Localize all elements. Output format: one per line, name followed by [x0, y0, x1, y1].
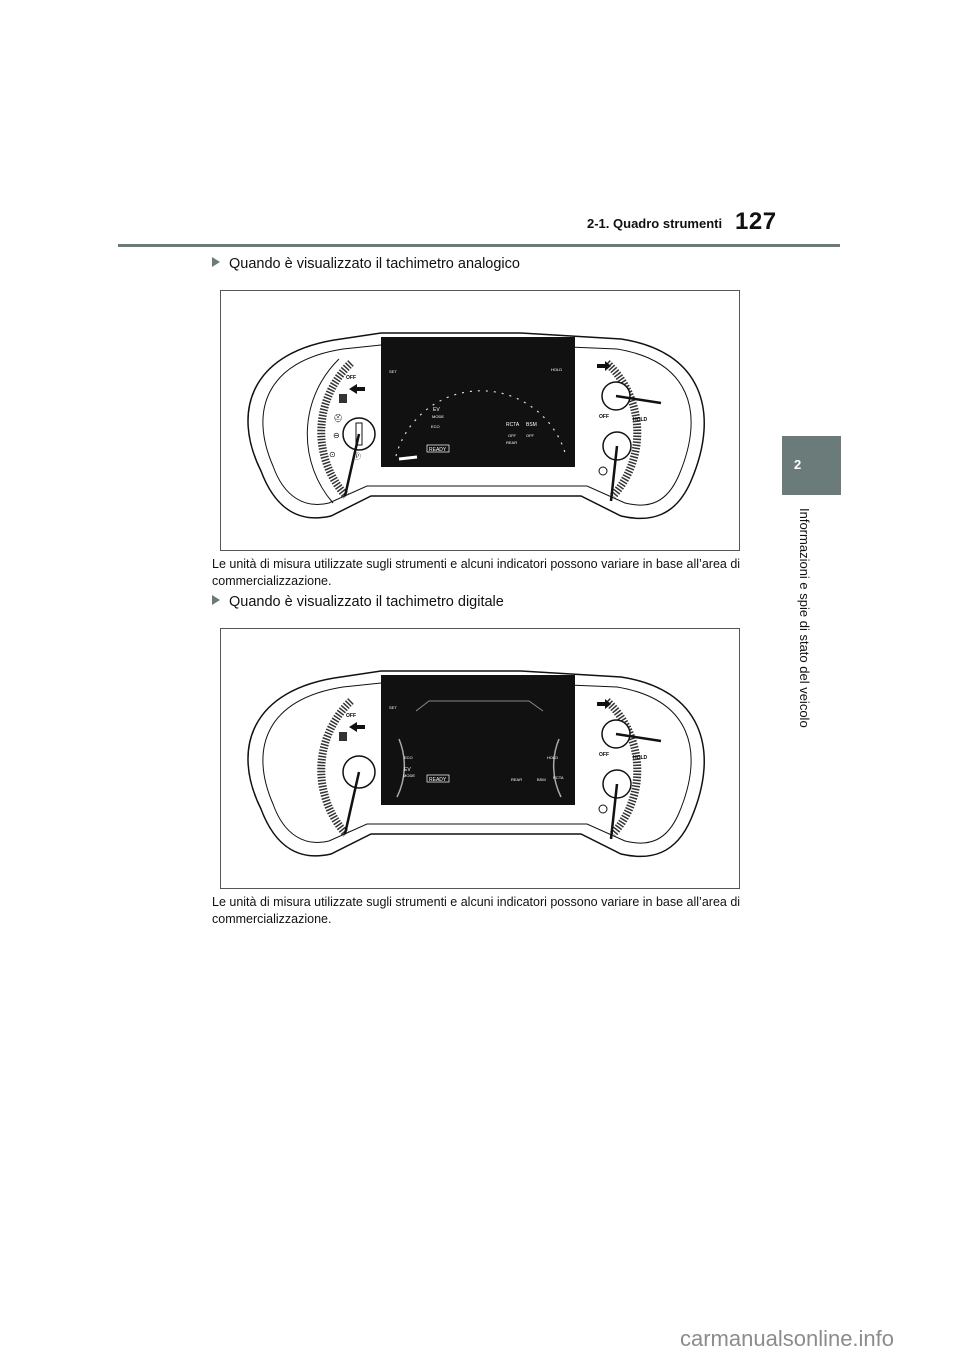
svg-text:EV: EV	[433, 407, 440, 413]
right-gauge	[597, 361, 661, 501]
svg-text:SET: SET	[389, 369, 397, 374]
svg-text:MODE: MODE	[432, 414, 444, 419]
page-number: 127	[735, 208, 777, 235]
figure-note: Le unità di misura utilizzate sugli strumenti e alcuni indicatori possono variare in base all’area di commercializzazione.	[212, 557, 741, 588]
svg-text:OFF: OFF	[526, 433, 534, 438]
svg-text:RCTA: RCTA	[553, 775, 564, 780]
digital-display	[381, 675, 575, 805]
seatbelt-icon: ⛑	[333, 414, 344, 423]
svg-text:REAR: REAR	[511, 777, 523, 782]
svg-text:RCTA: RCTA	[506, 422, 520, 428]
turn-left-icon	[349, 722, 365, 732]
svg-text:SET: SET	[389, 705, 397, 710]
svg-text:HOLD: HOLD	[551, 367, 563, 372]
svg-text:OFF: OFF	[508, 433, 516, 438]
svg-text:⊖: ⊖	[333, 431, 340, 440]
svg-text:OFF: OFF	[599, 414, 609, 420]
svg-text:HOLD: HOLD	[633, 755, 648, 761]
svg-text:Ⓟ: Ⓟ	[353, 452, 361, 461]
analog-display	[381, 337, 575, 467]
figure-analog-cluster	[220, 290, 740, 551]
section-heading-analog	[212, 256, 520, 272]
svg-text:EV: EV	[404, 767, 411, 773]
bullet-triangle-icon	[212, 257, 220, 267]
figure-note: Le unità di misura utilizzate sugli strumenti e alcuni indicatori possono variare in base all’area di commercializzazione.	[212, 895, 741, 926]
svg-text:REAR: REAR	[506, 440, 518, 445]
watermark: carmanualsonline.info	[680, 1326, 895, 1351]
turn-left-icon	[349, 384, 365, 394]
seat-icon	[339, 394, 347, 403]
svg-text:MODE: MODE	[403, 773, 415, 778]
section-heading-text: Quando è visualizzato il tachimetro analogico	[229, 256, 520, 272]
analog-cluster-illustration	[221, 291, 738, 549]
header-rule	[118, 244, 840, 247]
right-gauge	[597, 699, 661, 839]
digital-cluster-illustration	[221, 629, 738, 887]
left-gauge-off-label: OFF	[346, 375, 356, 381]
chapter-title: Informazioni e spie di stato del veicolo	[797, 508, 812, 728]
svg-text:⊙: ⊙	[329, 450, 336, 459]
svg-text:READY: READY	[429, 777, 447, 783]
svg-text:OFF: OFF	[599, 752, 609, 758]
svg-text:HOLD: HOLD	[547, 755, 559, 760]
bullet-triangle-icon	[212, 595, 220, 605]
section-title: 2-1. Quadro strumenti	[587, 216, 723, 231]
chapter-tab[interactable]	[782, 436, 841, 495]
svg-text:BSM: BSM	[537, 777, 546, 782]
left-gauge	[307, 359, 375, 503]
svg-text:READY: READY	[429, 447, 447, 453]
section-heading-digital	[212, 594, 504, 610]
svg-text:ECO: ECO	[431, 424, 440, 429]
left-gauge	[321, 701, 375, 834]
chapter-number: 2	[794, 457, 802, 472]
svg-text:HOLD: HOLD	[633, 417, 648, 423]
svg-text:BSM: BSM	[526, 422, 537, 428]
svg-text:OFF: OFF	[346, 713, 356, 719]
svg-text:ECO: ECO	[404, 755, 413, 760]
figure-digital-cluster	[220, 628, 740, 889]
section-heading-text: Quando è visualizzato il tachimetro digitale	[229, 594, 504, 610]
